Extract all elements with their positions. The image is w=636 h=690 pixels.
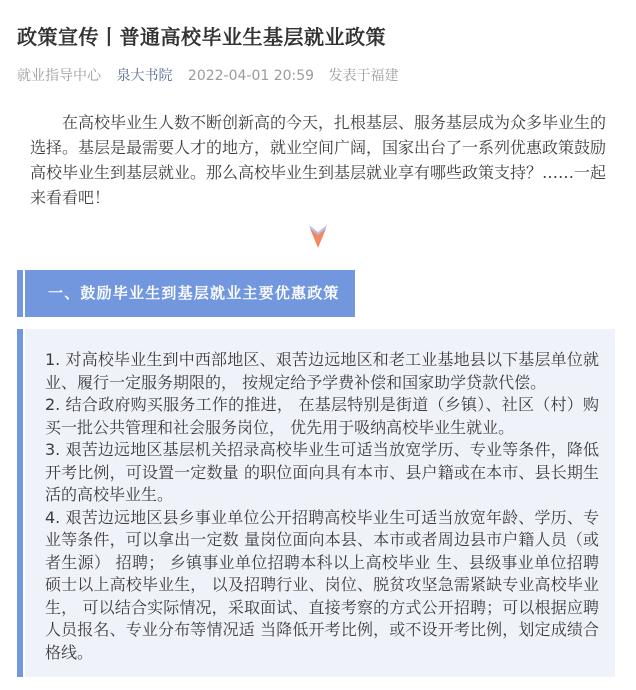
- policy-list: [25, 329, 615, 677]
- section-title-banner: 一、鼓励毕业生到基层就业主要优惠政策: [25, 270, 355, 317]
- publish-timestamp: 2022-04-01 20:59: [187, 68, 315, 84]
- policy-item: 3. 艰苦边远地区基层机关招录高校毕业生可适当放宽学历、专业等条件，降低开考比例，可设置一定数量 的职位面向具有本市、县户籍或在本市、县长期生活的高校毕业生。: [45, 440, 599, 504]
- accent-bar: [17, 270, 23, 317]
- publish-location: 发表于福建: [328, 68, 399, 84]
- page-title: 政策宣传丨普通高校毕业生基层就业政策: [17, 25, 386, 49]
- account-name: 就业指导中心: [17, 68, 101, 84]
- article-page: [0, 24, 636, 690]
- author-link[interactable]: 泉大书院: [116, 68, 173, 84]
- accent-bar: [17, 329, 23, 677]
- chevron-down-icon: [0, 225, 636, 249]
- section-heading-row: [17, 270, 636, 317]
- policy-item: 4. 艰苦边远地区县乡事业单位公开招聘高校毕业生可适当放宽年龄、学历、专业等条件，可以拿出一定数 量岗位面向本县、本市或者周边县市户籍人员（或者生源） 招聘； 乡镇事业单位招聘本科以上高校毕业 生、县级事业单位招聘硕士以上高校毕业生， 以及招聘行业、岗位、脱贫攻坚急需紧缺专业高校毕业生， 可以结合实际情况，采取面试、直接考察的方式公开招聘；可以根据应聘人员报名、专业分布等情况适 当降低开考比例，或不设开考比例，划定成绩合格线。: [45, 507, 599, 662]
- policy-item: 1. 对高校毕业生到中西部地区、艰苦边远地区和老工业基地县以下基层单位就业、履行一定服务期限的， 按规定给予学费补偿和国家助学贷款代偿。: [45, 350, 599, 392]
- article-meta: [17, 65, 620, 85]
- intro-paragraph: 在高校毕业生人数不断创新高的今天，扎根基层、服务基层成为众多毕业生的选择。基层是最需要人才的地方，就业空间广阔，国家出台了一系列优惠政策鼓励高校毕业生到基层就业。那么高校毕业生到基层就业享有哪些政策支持？……一起来看看吧！: [30, 113, 607, 207]
- section-content-row: [17, 329, 636, 677]
- policy-item: 2. 结合政府购买服务工作的推进， 在基层特别是街道（乡镇）、社区（村）购买一批公共管理和社会服务岗位， 优先用于吸纳高校毕业生就业。: [45, 395, 599, 437]
